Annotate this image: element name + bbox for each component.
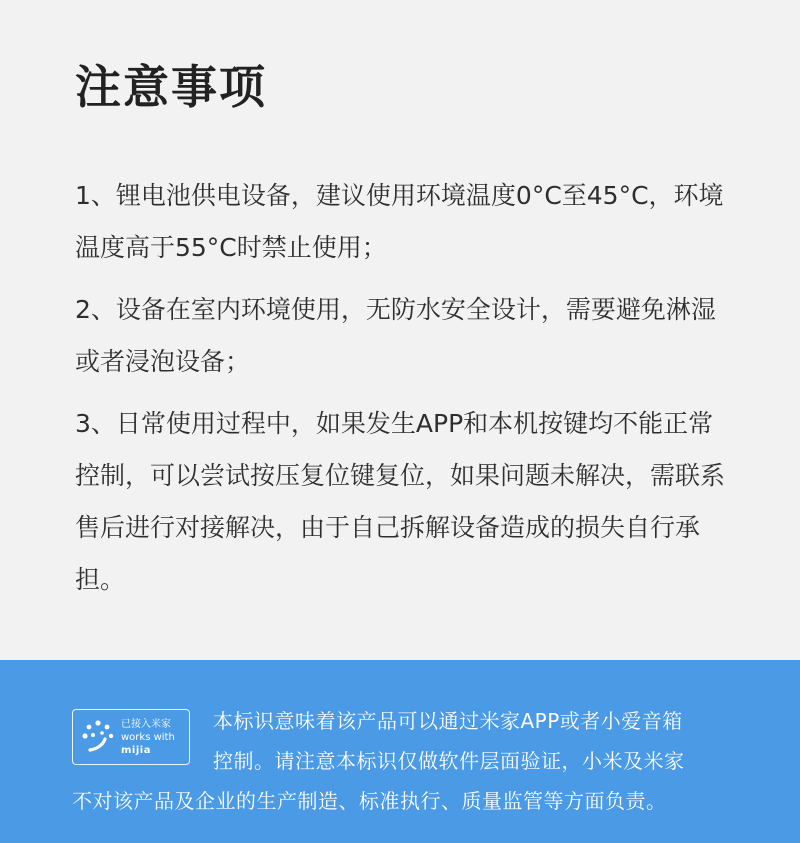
footer-text-line: 控制。请注意本标识仅做软件层面验证，小米及米家 — [213, 749, 685, 773]
mijia-badge — [72, 709, 190, 765]
notice-title: 注意事项 — [75, 60, 267, 114]
footer-text-line: 本标识意味着该产品可以通过米家APP或者小爱音箱 — [213, 709, 683, 733]
notice-item: 2、设备在室内环境使用，无防水安全设计，需要避免淋湿或者浸泡设备； — [75, 295, 716, 376]
badge-line-brand: mijia — [121, 745, 151, 756]
notice-list — [75, 170, 735, 616]
notice-item: 1、锂电池供电设备，建议使用环境温度0°C至45°C，环境温度高于55°C时禁止使用； — [75, 181, 724, 262]
mijia-logo-icon — [81, 719, 115, 755]
badge-line-cn: 已接入米家 — [121, 719, 171, 730]
notice-item: 3、日常使用过程中，如果发生APP和本机按键均不能正常控制，可以尝试按压复位键复位，如果问题未解决，需联系售后进行对接解决，由于自己拆解设备造成的损失自行承担。 — [75, 409, 726, 594]
mijia-badge-text — [121, 718, 189, 757]
footer-text-line: 不对该产品及企业的生产制造、标准执行、质量监管等方面负责。 — [72, 789, 667, 813]
badge-line-en: works with — [121, 732, 175, 743]
